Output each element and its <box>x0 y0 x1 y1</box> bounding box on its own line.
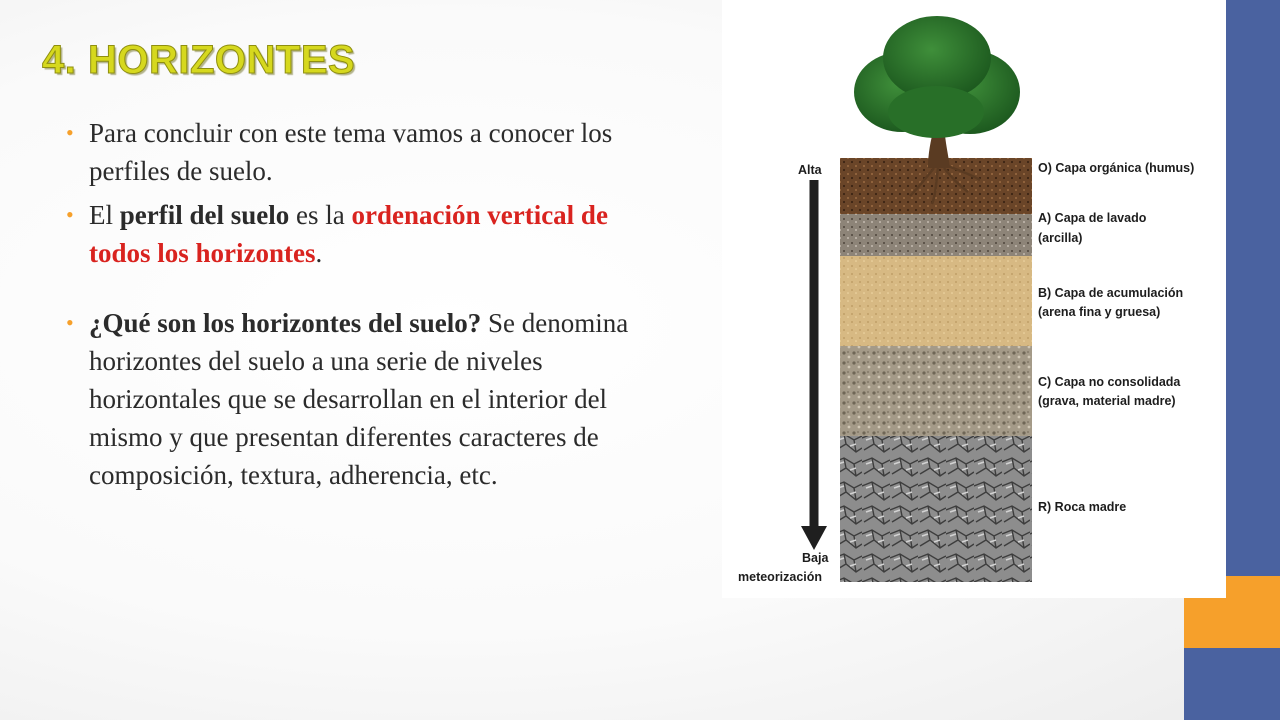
side-bar-blue-lower <box>1184 648 1280 720</box>
bullet-3 <box>66 304 666 494</box>
bullet-1 <box>66 114 666 190</box>
soil-profile-diagram <box>722 0 1226 598</box>
layer-b-sublabel: (arena fina y gruesa) <box>1038 305 1161 319</box>
bullet-list <box>66 114 666 500</box>
layer-c-sublabel: (grava, material madre) <box>1038 394 1176 408</box>
layer-r <box>840 436 1032 582</box>
bullet-2-part-3: es la <box>289 200 352 230</box>
label-high: Alta <box>798 163 822 177</box>
label-weathering: meteorización <box>738 570 823 584</box>
layer-o-label: O) Capa orgánica (humus) <box>1038 161 1195 175</box>
bullet-1-text: Para concluir con este tema vamos a conocer los perfiles de suelo. <box>89 118 613 186</box>
layer-a-label: A) Capa de lavado <box>1038 211 1147 225</box>
bullet-2-period: . <box>315 238 323 268</box>
bullet-2-definition: ordenación vertical de todos los horizontes <box>89 200 608 268</box>
bullet-2-part-1: El <box>89 200 120 230</box>
slide-title: 4. HORIZONTES <box>42 38 356 82</box>
layer-b-label: B) Capa de acumulación <box>1038 286 1184 300</box>
layer-r-label: R) Roca madre <box>1038 500 1127 514</box>
layer-c-label: C) Capa no consolidada <box>1038 375 1181 389</box>
layer-a-sublabel: (arcilla) <box>1038 231 1083 245</box>
soil-profile-figure <box>722 0 1226 598</box>
bullet-2-term: perfil del suelo <box>119 200 290 230</box>
arrow-head-icon <box>801 526 827 550</box>
bullet-3-text: Se denomina horizontes del suelo a una serie de niveles horizontales que se desarrollan en el interior del mismo y que presentan diferentes caracteres de composición, textura, adherencia, etc. <box>89 308 629 490</box>
layer-a <box>840 214 1032 256</box>
bullet-3-question: ¿Qué son los horizontes del suelo? <box>89 308 482 338</box>
layer-c <box>840 346 1032 436</box>
layer-b <box>840 256 1032 346</box>
label-low: Baja <box>802 551 829 565</box>
bullet-2 <box>66 196 666 272</box>
